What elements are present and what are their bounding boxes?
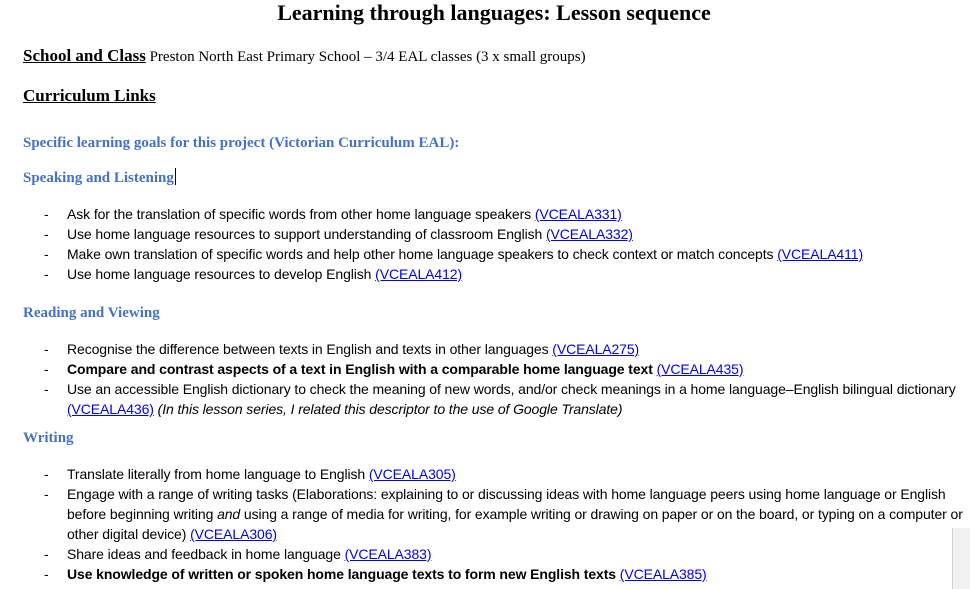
bullet-dash: - <box>44 266 49 282</box>
speaking-listening-heading-text: Speaking and Listening <box>23 170 174 186</box>
item-text: Share ideas and feedback in home language <box>67 546 341 562</box>
descriptor-link[interactable]: (VCEALA383) <box>344 546 432 562</box>
list-item <box>0 339 970 359</box>
item-emphasis: and <box>217 506 241 522</box>
page-edge-panel <box>952 528 970 589</box>
item-text-continued: using a range of media for writing, for example writing or drawing on paper or on the board, or typing on a computer or other digital device) <box>67 506 963 542</box>
bullet-dash: - <box>44 546 49 562</box>
item-text: Use home language resources to develop English <box>67 266 372 282</box>
item-text: Use an accessible English dictionary to check the meaning of new words, and/or check meanings in a home language–English bilingual dictionary <box>67 381 956 397</box>
list-item <box>0 564 970 584</box>
list-item <box>0 464 970 484</box>
bullet-dash: - <box>44 566 49 582</box>
item-text: Translate literally from home language to English <box>67 466 366 482</box>
item-text: Recognise the difference between texts in English and texts in other languages <box>67 341 549 357</box>
descriptor-link[interactable]: (VCEALA385) <box>619 566 707 582</box>
bullet-dash: - <box>44 246 49 262</box>
bullet-dash: - <box>44 381 49 397</box>
list-item <box>0 484 970 544</box>
list-item <box>0 204 970 224</box>
descriptor-link[interactable]: (VCEALA436) <box>67 401 154 417</box>
document-title: Learning through languages: Lesson sequence <box>277 0 711 25</box>
list-item <box>0 244 970 264</box>
bullet-dash: - <box>44 361 49 377</box>
item-text: Make own translation of specific words and help other home language speakers to check context or match concepts <box>67 246 774 262</box>
list-item <box>0 359 970 379</box>
descriptor-link[interactable]: (VCEALA331) <box>534 206 622 222</box>
school-and-class-label: School and Class <box>23 46 146 65</box>
bullet-dash: - <box>44 466 49 482</box>
writing-heading: Writing <box>23 430 74 446</box>
list-item <box>0 224 970 244</box>
school-and-class-value: Preston North East Primary School – 3/4 EAL classes (3 x small groups) <box>149 49 586 65</box>
item-text: Use knowledge of written or spoken home language texts to form new English texts <box>67 566 616 582</box>
speaking-listening-list <box>0 204 970 284</box>
speaking-listening-heading <box>23 168 176 188</box>
descriptor-link[interactable]: (VCEALA435) <box>656 361 744 377</box>
descriptor-link[interactable]: (VCEALA411) <box>777 246 864 262</box>
item-text: Ask for the translation of specific words from other home language speakers <box>67 206 532 222</box>
item-text: Compare and contrast aspects of a text in English with a comparable home language text <box>67 361 653 377</box>
curriculum-links-heading: Curriculum Links <box>23 86 156 105</box>
list-item <box>0 264 970 284</box>
bullet-dash: - <box>44 226 49 242</box>
item-text: Use home language resources to support understanding of classroom English <box>67 226 543 242</box>
descriptor-link[interactable]: (VCEALA305) <box>368 466 456 482</box>
writing-list <box>0 464 970 584</box>
descriptor-link[interactable]: (VCEALA332) <box>546 226 633 242</box>
descriptor-link[interactable]: (VCEALA275) <box>552 341 640 357</box>
list-item <box>0 379 970 419</box>
text-cursor <box>175 168 176 185</box>
bullet-dash: - <box>44 341 49 357</box>
descriptor-link[interactable]: (VCEALA412) <box>375 266 463 282</box>
bullet-dash: - <box>44 486 49 502</box>
reading-viewing-heading: Reading and Viewing <box>23 305 160 321</box>
reading-viewing-list <box>0 339 970 419</box>
learning-goals-heading: Specific learning goals for this project (Victorian Curriculum EAL): <box>23 135 460 151</box>
item-text: Engage with a range of writing tasks (Elaborations: explaining to or discussing ideas with home language peers using home language or English before beginning writing <box>67 486 946 522</box>
school-and-class-line <box>23 45 586 68</box>
descriptor-link[interactable]: (VCEALA306) <box>190 526 277 542</box>
item-note: (In this lesson series, I related this descriptor to the use of Google Translate) <box>157 401 623 417</box>
bullet-dash: - <box>44 206 49 222</box>
list-item <box>0 544 970 564</box>
